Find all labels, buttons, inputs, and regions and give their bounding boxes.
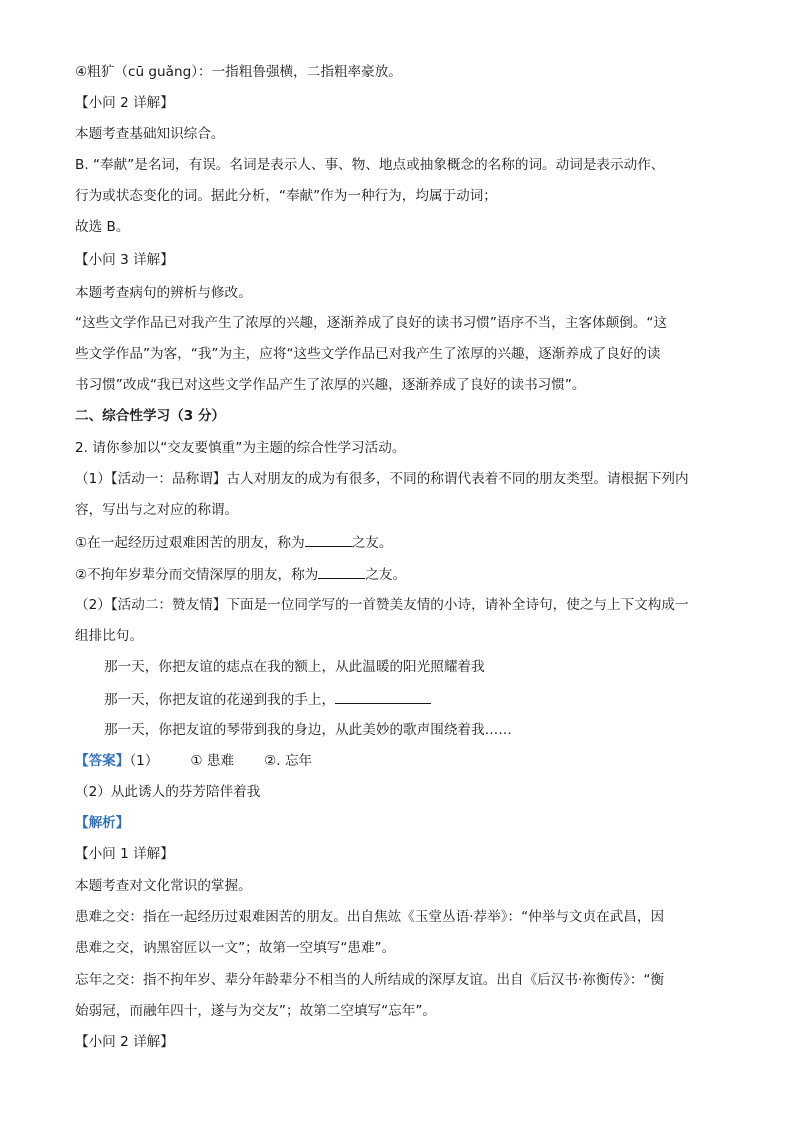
text-line: （1）【活动一：品称谓】古人对朋友的成为有很多，不同的称谓代表着不同的朋友类型。请根据下列内	[75, 471, 689, 487]
text-line: 容，写出与之对应的称谓。	[75, 502, 239, 518]
poem-text: 那一天，你把友谊的花递到我的手上，	[104, 692, 336, 708]
fill-text: 之友。	[351, 535, 393, 551]
text-line: “这些文学作品已对我产生了浓厚的兴趣，逐渐养成了良好的读书习惯”语序不当，主客体颠倒。“这	[75, 315, 668, 331]
text-line: 本题考查对文化常识的掌握。	[75, 878, 252, 894]
answer-label: 【答案】	[75, 753, 130, 769]
text-line: 些文学作品”为客，“我”为主，应将“这些文学作品已对我产生了浓厚的兴趣，逐渐养成了良好的读	[75, 346, 661, 362]
text-line: B. “奉献”是名词，有误。名词是表示人、事、物、地点或抽象概念的名称的词。动词是表示动作、	[75, 157, 665, 173]
section-heading: 二、综合性学习（3 分）	[75, 408, 226, 424]
text-line: 始弱冠，而融年四十，遂与为交友”；故第二空填写“忘年”。	[75, 1003, 436, 1019]
text-line: 患难之交：指在一起经历过艰难困苦的朋友。出自焦竑《玉堂丛语·荐举》：“仲举与文贞在武昌，因	[75, 909, 665, 925]
fill-line-2	[75, 564, 406, 585]
text-line: （2）【活动二：赞友情】下面是一位同学写的一首赞美友情的小诗，请补全诗句，使之与上下文构成一	[75, 597, 689, 613]
answer-item: ②. 忘年	[264, 753, 313, 769]
fill-text: ②不拘年岁辈分而交情深厚的朋友，称为	[75, 567, 319, 583]
answer-blank	[318, 564, 365, 579]
poem-line: 那一天，你把友谊的琴带到我的身边，从此美妙的歌声围绕着我……	[104, 722, 512, 738]
text-line: 本题考查基础知识综合。	[75, 126, 225, 142]
text-line: 行为或状态变化的词。据此分析，“奉献”作为一种行为，均属于动词；	[75, 188, 497, 204]
fill-text: ①在一起经历过艰难困苦的朋友，称为	[75, 535, 305, 551]
text-line: 本题考查病句的辨析与修改。	[75, 285, 252, 301]
answer-blank	[305, 532, 352, 547]
sub-question-heading: 【小问 3 详解】	[75, 252, 174, 268]
question-line: 2. 请你参加以“交友要慎重”为主题的综合性学习活动。	[75, 440, 406, 456]
answer-item: ① 患难	[190, 753, 235, 769]
text-line: 故选 B。	[75, 219, 130, 235]
answer-line	[75, 751, 312, 771]
text-line: 患难之交，讷黑窑匠以一文”；故第一空填写“患难”。	[75, 940, 396, 956]
text-line: ④粗犷（cū guǎng）：一指粗鲁强横，二指粗率豪放。	[75, 64, 402, 80]
text-line: 组排比句。	[75, 628, 143, 644]
sub-question-heading: 【小问 2 详解】	[75, 1034, 174, 1050]
sub-question-heading: 【小问 1 详解】	[75, 846, 174, 862]
poem-line: 那一天，你把友谊的痣点在我的额上，从此温暖的阳光照耀着我	[104, 659, 485, 675]
answer-number: （1）	[129, 753, 159, 769]
text-line: 书习惯”改成“我已对这些文学作品产生了浓厚的兴趣，逐渐养成了良好的读书习惯”。	[75, 377, 586, 393]
analysis-label: 【解析】	[75, 815, 130, 831]
answer-line: （2）从此诱人的芬芳陪伴着我	[75, 784, 261, 800]
fill-line-1	[75, 532, 392, 553]
fill-text: 之友。	[365, 567, 407, 583]
text-line: 忘年之交：指不拘年岁、辈分年龄辈分不相当的人所结成的深厚友谊。出自《后汉书·祢衡传》：“衡	[75, 972, 665, 988]
answer-blank	[335, 689, 431, 704]
sub-question-heading: 【小问 2 详解】	[75, 95, 174, 111]
poem-line	[104, 689, 431, 710]
